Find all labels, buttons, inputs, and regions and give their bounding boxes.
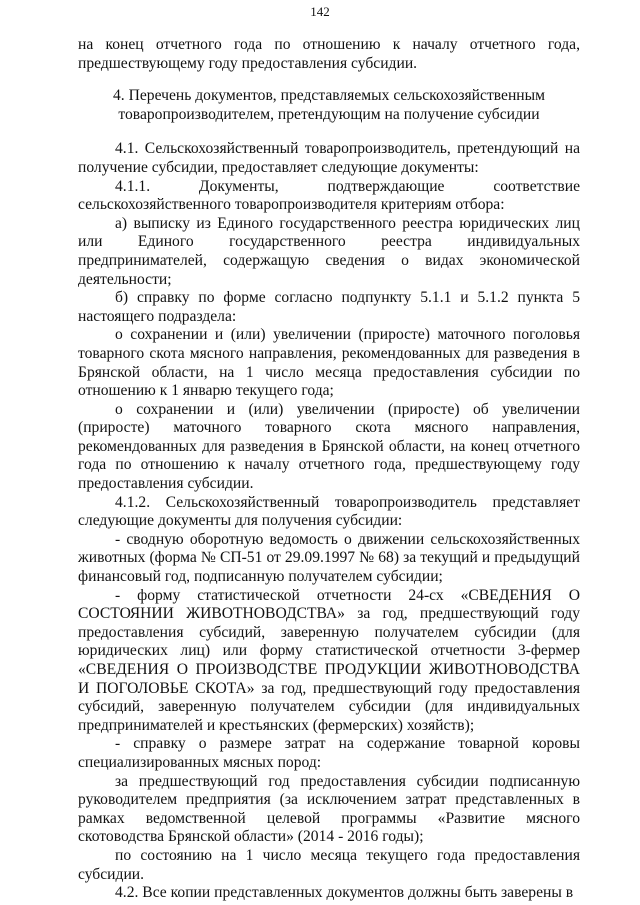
paragraph-dash-1: - сводную оборотную ведомость о движении сельскохозяйственных животных (форма № СП-51 от 29.09.1997 № 68) за текущий и предыдущий финансовый год, подписанную получателем субсидии; bbox=[78, 530, 580, 586]
paragraph-item-b-1: о сохранении и (или) увеличении (приросте) маточного поголовья товарного скота мясного направления, рекомендованных для разведения в Брянской области, на 1 число месяца предоставления субсидии по отношению к 1 январю текущего года; bbox=[78, 326, 580, 400]
paragraph-dash-3-a: за предшествующий год предоставления субсидии подписанную руководителем предприятия (за исключением затрат представленных в рамках ведомственной целевой программы «Развитие мясного скотоводства Брянской области» (2014 - 2016 годы); bbox=[78, 772, 580, 846]
paragraph-dash-3: - справку о размере затрат на содержание товарной коровы специализированных мясных пород: bbox=[78, 735, 580, 771]
page-number: 142 bbox=[310, 4, 330, 19]
paragraph-4-1-2: 4.1.2. Сельскохозяйственный товаропроизводитель представляет следующие документы для получения субсидии: bbox=[78, 493, 580, 530]
paragraph-4-2: 4.2. Все копии представленных документов должны быть заверены в bbox=[115, 884, 574, 902]
paragraph-item-b: б) справку по форме согласно подпункту 5.1.1 и 5.1.2 пункта 5 настоящего подраздела: bbox=[78, 289, 580, 325]
paragraph-4-1: 4.1. Сельскохозяйственный товаропроизводитель, претендующий на получение субсидии, предоставляет следующие документы: bbox=[78, 140, 580, 176]
paragraph-dash-2: - форму статистической отчетности 24-сх «СВЕДЕНИЯ О СОСТОЯНИИ ЖИВОТНОВОДСТВА» за год, предшествующий году предоставления субсидий, заверенную получателем субсидии (для юридических лиц) или форму статистической отчетности 3-фермер «СВЕДЕНИЯ О ПРОИЗВОДСТВЕ ПРОДУКЦИИ ЖИВОТНОВОДСТВА И ПОГОЛОВЬЕ СКОТА» за год, предшествующий году предоставления субсидий, заверенную получателем субсидии (для индивидуальных предпринимателей и крестьянских (фермерских) хозяйств); bbox=[78, 586, 580, 734]
paragraph-dash-3-b: по состоянию на 1 число месяца текущего года предоставления субсидии. bbox=[78, 846, 580, 883]
section-heading: 4. Перечень документов, представляемых сельскохозяйственным товаропроизводителем, претендующим на получение субсидии bbox=[113, 87, 545, 123]
paragraph-item-b-2: о сохранении и (или) увеличении (приросте) об увеличении (приросте) маточного товарного скота мясного направления, рекомендованных для разведения в Брянской области, на конец отчетного года по отношению к началу отчетного года, предшествующему году предоставления субсидии. bbox=[78, 400, 580, 493]
document-body bbox=[78, 36, 580, 903]
paragraph-item-a: а) выписку из Единого государственного реестра юридических лиц или Единого государственного реестра индивидуальных предпринимателей, содержащую сведения о видах экономической деятельности; bbox=[78, 214, 580, 288]
paragraph-intro: на конец отчетного года по отношению к началу отчетного года, предшествующему году предоставления субсидии. bbox=[78, 36, 580, 72]
paragraph-4-1-1: 4.1.1. Документы, подтверждающие соответствие сельскохозяйственного товаропроизводителя критериям отбора: bbox=[78, 177, 580, 214]
